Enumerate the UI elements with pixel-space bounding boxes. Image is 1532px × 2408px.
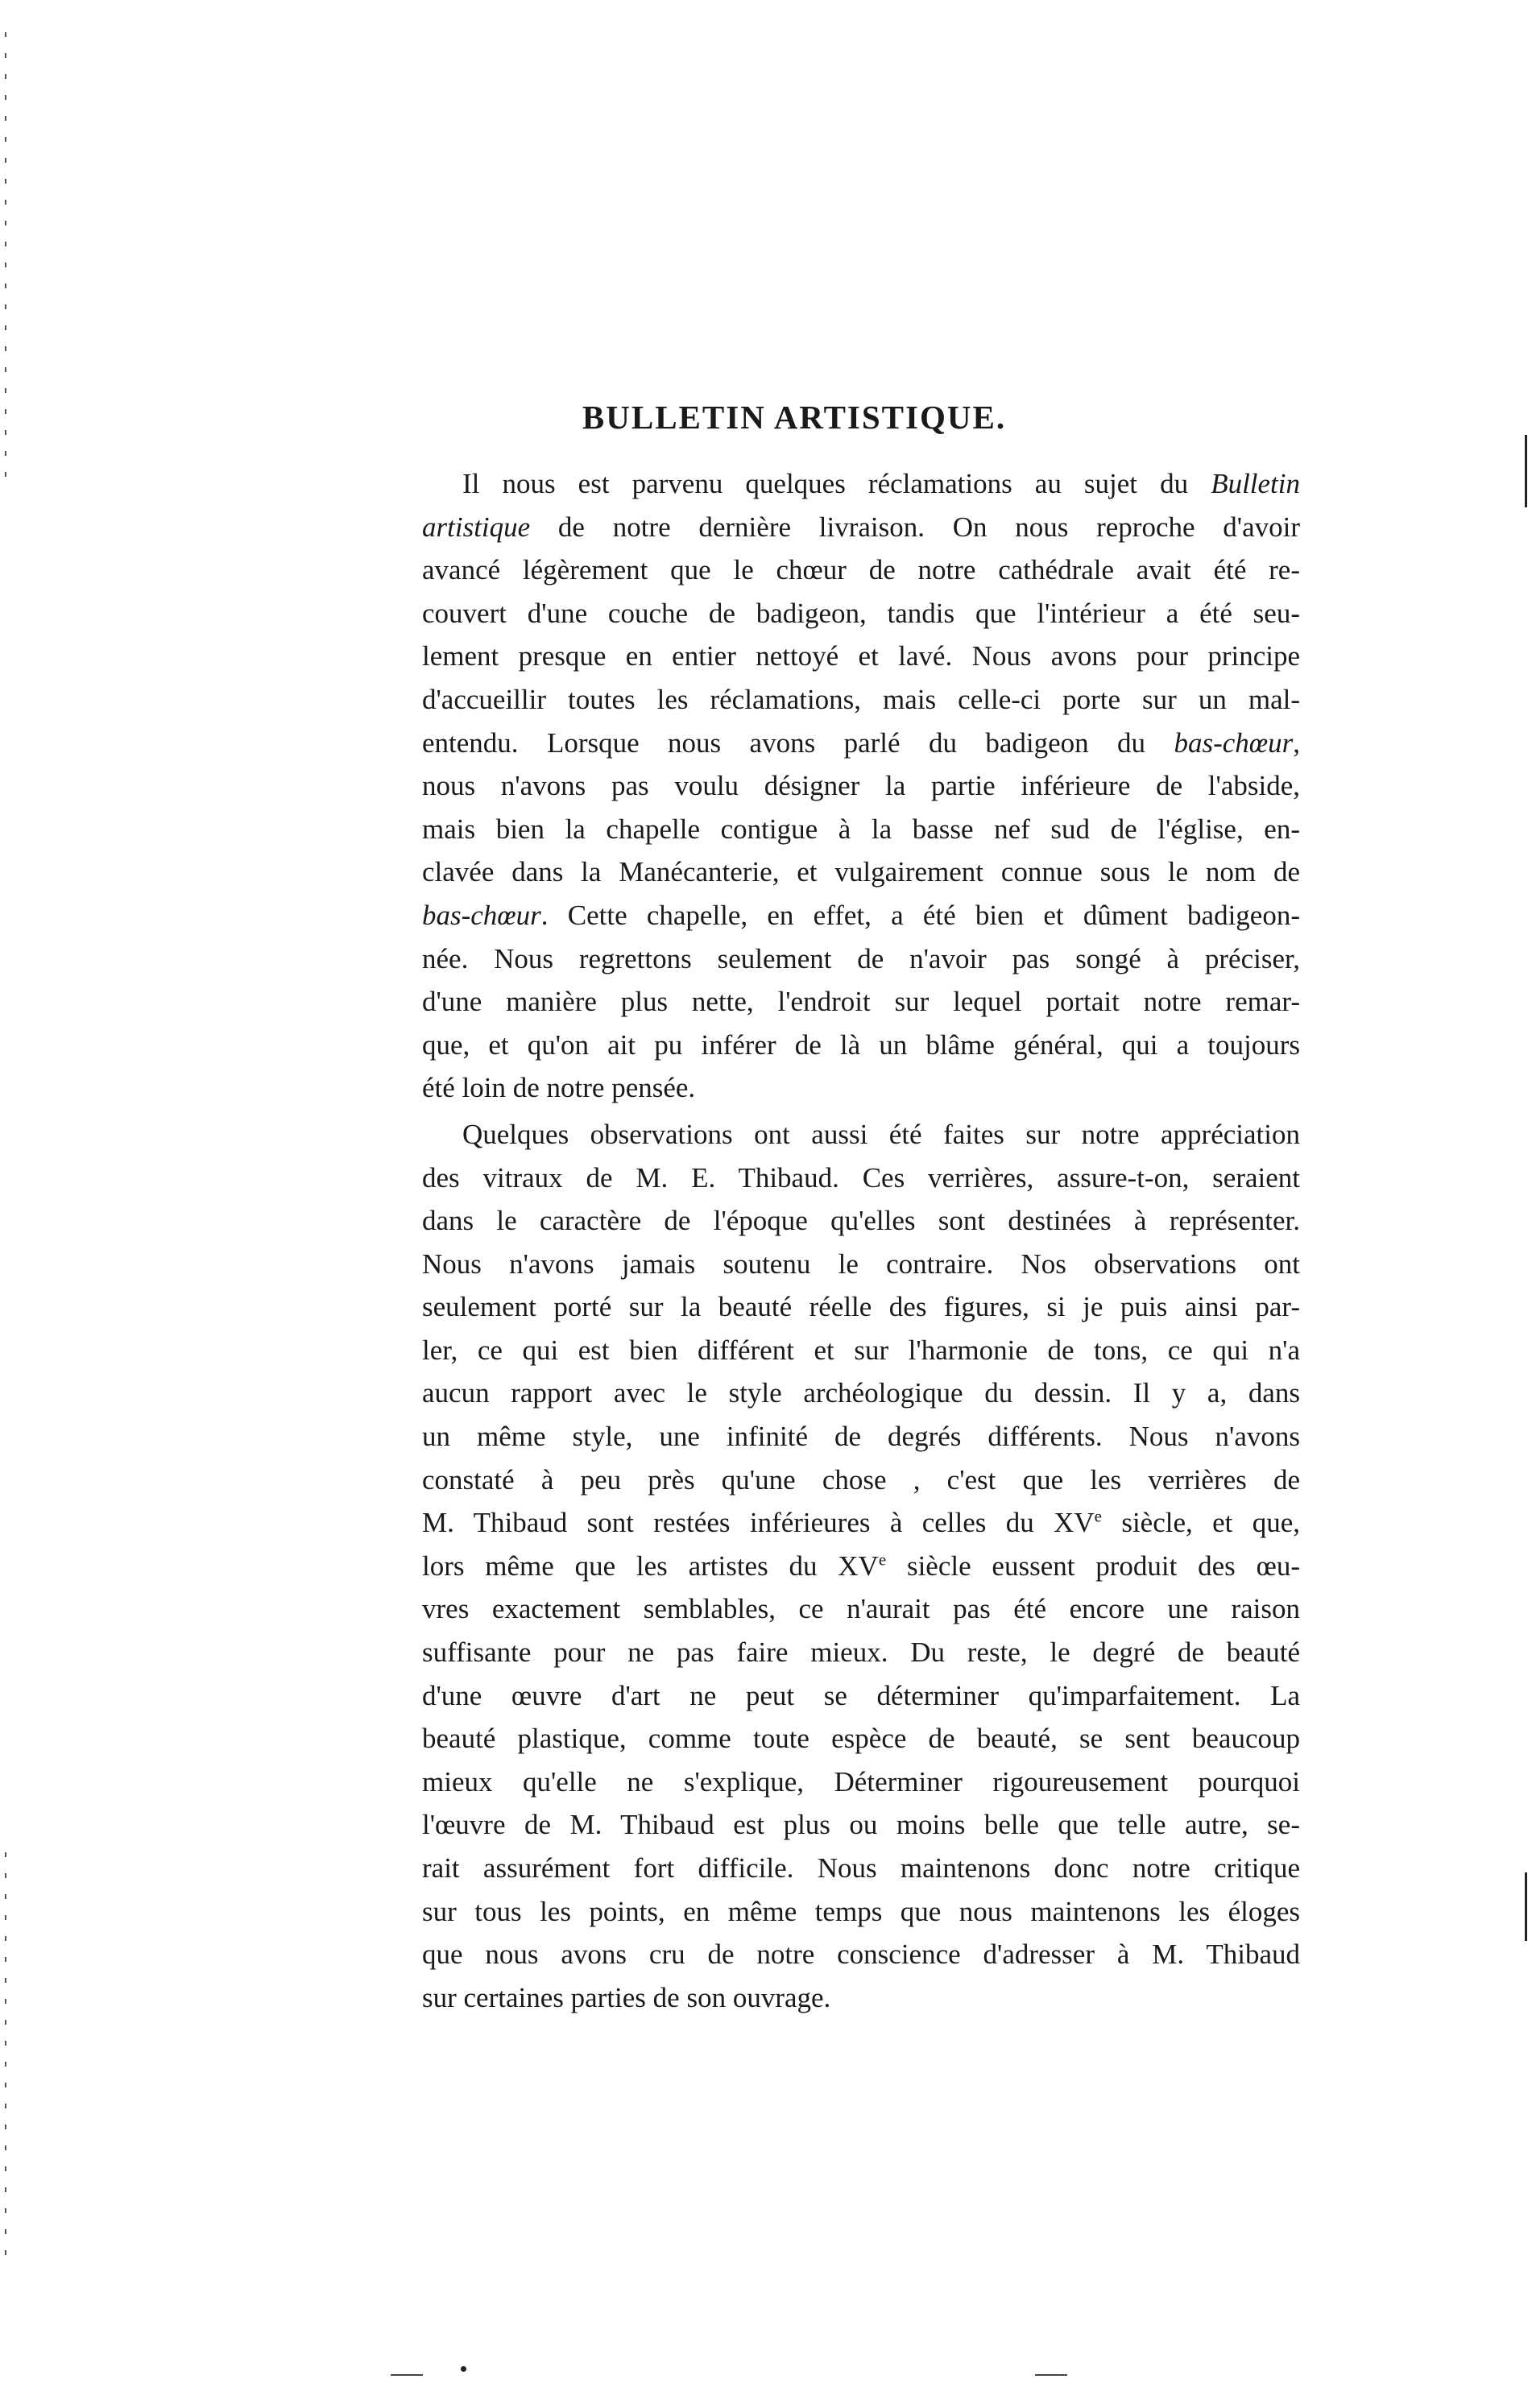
text-line: seulement porté sur la beauté réelle des figures, si je puis ainsi par- bbox=[422, 1291, 1300, 1323]
scan-edge-marks bbox=[5, 1852, 6, 2271]
page-title: BULLETIN ARTISTIQUE. bbox=[582, 399, 1007, 436]
text-line: suffisante pour ne pas faire mieux. Du reste, le degré de beauté bbox=[422, 1636, 1300, 1669]
text-line: M. Thibaud sont restées inférieures à celles du XVe siècle, et que, bbox=[422, 1506, 1300, 1539]
text-line: d'une manière plus nette, l'endroit sur lequel portait notre remar- bbox=[422, 986, 1300, 1018]
text-line: rait assurément fort difficile. Nous maintenons donc notre critique bbox=[422, 1852, 1300, 1884]
text-line: dans le caractère de l'époque qu'elles sont destinées à représenter. bbox=[422, 1205, 1300, 1237]
text-line: avancé légèrement que le chœur de notre cathédrale avait été re- bbox=[422, 554, 1300, 586]
text-line: artistique de notre dernière livraison. On nous reproche d'avoir bbox=[422, 511, 1300, 543]
text-line: Nous n'avons jamais soutenu le contraire. Nos observations ont bbox=[422, 1247, 1300, 1280]
text-line: l'œuvre de M. Thibaud est plus ou moins belle que telle autre, se- bbox=[422, 1809, 1300, 1841]
scan-edge-mark bbox=[1525, 435, 1527, 507]
scan-bottom-mark bbox=[391, 2374, 423, 2376]
text-line: couvert d'une couche de badigeon, tandis que l'intérieur a été seu- bbox=[422, 597, 1300, 629]
text-line: lement presque en entier nettoyé et lavé. Nous avons pour principe bbox=[422, 640, 1300, 672]
text-line: lors même que les artistes du XVe siècle eussent produit des œu- bbox=[422, 1549, 1300, 1582]
text-line: sur tous les points, en même temps que nous maintenons les éloges bbox=[422, 1895, 1300, 1927]
paragraph-2 bbox=[422, 1113, 1300, 2019]
text-line: d'une œuvre d'art ne peut se déterminer qu'imparfaitement. La bbox=[422, 1679, 1300, 1711]
scan-bottom-dot bbox=[461, 2366, 466, 2372]
text-line: vres exactement semblables, ce n'aurait pas été encore une raison bbox=[422, 1593, 1300, 1625]
paragraph-1 bbox=[422, 462, 1300, 1110]
text-line: mieux qu'elle ne s'explique, Déterminer rigoureusement pourquoi bbox=[422, 1765, 1300, 1798]
text-line: que, et qu'on ait pu inférer de là un blâme général, qui a toujours bbox=[422, 1028, 1300, 1061]
text-line: été loin de notre pensée. bbox=[422, 1072, 696, 1104]
text-line: Il nous est parvenu quelques réclamations au sujet du Bulletin bbox=[462, 468, 1300, 499]
text-line: nous n'avons pas voulu désigner la partie inférieure de l'abside, bbox=[422, 770, 1300, 802]
text-line: aucun rapport avec le style archéologique du dessin. Il y a, dans bbox=[422, 1377, 1300, 1409]
scan-edge-mark bbox=[1525, 1872, 1527, 1941]
text-line: ler, ce qui est bien différent et sur l'harmonie de tons, ce qui n'a bbox=[422, 1334, 1300, 1366]
text-line: mais bien la chapelle contigue à la basse nef sud de l'église, en- bbox=[422, 813, 1300, 845]
text-line: clavée dans la Manécanterie, et vulgairement connue sous le nom de bbox=[422, 856, 1300, 888]
text-line: que nous avons cru de notre conscience d'adresser à M. Thibaud bbox=[422, 1938, 1300, 1971]
text-line: sur certaines parties de son ouvrage. bbox=[422, 1981, 831, 2013]
text-line: constaté à peu près qu'une chose , c'est que les verrières de bbox=[422, 1463, 1300, 1496]
text-line: beauté plastique, comme toute espèce de beauté, se sent beaucoup bbox=[422, 1723, 1300, 1755]
text-line: née. Nous regrettons seulement de n'avoir pas songé à préciser, bbox=[422, 942, 1300, 974]
text-line: Quelques observations ont aussi été faites sur notre appréciation bbox=[462, 1118, 1300, 1150]
scan-bottom-mark bbox=[1035, 2374, 1067, 2376]
text-line: d'accueillir toutes les réclamations, mais celle-ci porte sur un mal- bbox=[422, 683, 1300, 715]
text-line: entendu. Lorsque nous avons parlé du badigeon du bas-chœur, bbox=[422, 726, 1300, 759]
text-line: des vitraux de M. E. Thibaud. Ces verrières, assure-t-on, seraient bbox=[422, 1161, 1300, 1194]
article-body bbox=[422, 462, 1300, 2019]
text-line: un même style, une infinité de degrés différents. Nous n'avons bbox=[422, 1421, 1300, 1453]
text-line: bas-chœur. Cette chapelle, en effet, a été bien et dûment badigeon- bbox=[422, 899, 1300, 931]
